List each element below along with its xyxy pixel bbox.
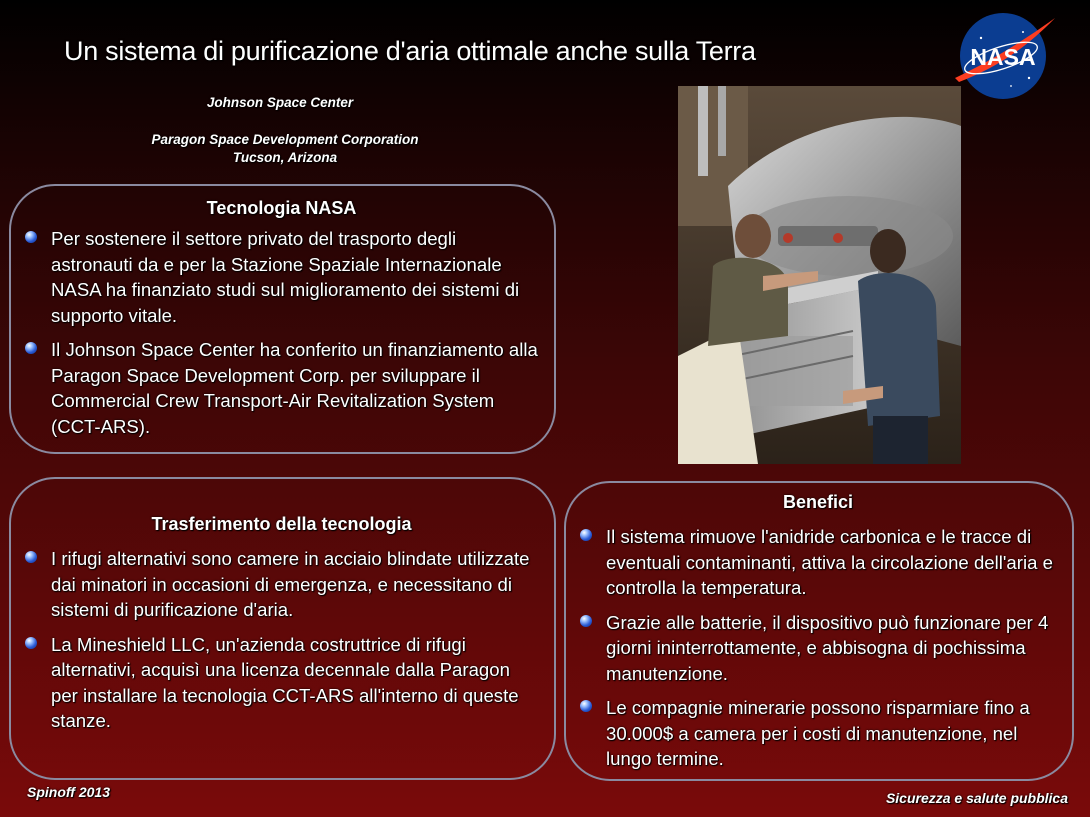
bullet-icon (580, 700, 592, 712)
panel-heading: Benefici (782, 492, 854, 512)
credit-line-1: Johnson Space Center (206, 95, 354, 110)
panel-technology-transfer (9, 477, 556, 780)
list-item: La Mineshield LLC, un'azienda costruttrice di rifugi alternativi, acquisì una licenza decennale dalla Paragon per installare la tecnologia CCT-ARS all'interno di queste stanze. (25, 632, 538, 734)
credit-line-2: Paragon Space Development Corporation (151, 132, 419, 147)
list-item: Grazie alle batterie, il dispositivo può funzionare per 4 giorni ininterrottamente, e abbisogna di pochissima manutenzione. (580, 610, 1056, 687)
bullet-icon (25, 637, 37, 649)
list-item: Il sistema rimuove l'anidride carbonica e le tracce di eventuali contaminanti, attiva la circolazione dell'aria e controlla la temperatura. (580, 524, 1056, 601)
lab-photo (678, 86, 961, 464)
list-item: Per sostenere il settore privato del trasporto degli astronauti da e per la Stazione Spaziale Internazionale NASA ha finanziato studi sul miglioramento dei sistemi di supporto vitale. (25, 226, 538, 328)
bullet-icon (25, 342, 37, 354)
list-item: I rifugi alternativi sono camere in acciaio blindate utilizzate dai minatori in occasioni di emergenza, e necessitano di sistemi di purificazione d'aria. (25, 546, 538, 623)
panel-nasa-technology (9, 184, 556, 454)
logo-text: NASA (970, 44, 1036, 70)
bullet-icon (580, 615, 592, 627)
footer-spinoff-label: Spinoff 2013 (27, 784, 110, 800)
list-item: Le compagnie minerarie possono risparmiare fino a 30.000$ a camera per i costi di manutenzione, nel lungo termine. (580, 695, 1056, 772)
bullet-icon (25, 231, 37, 243)
footer-category-label: Sicurezza e salute pubblica (885, 790, 1068, 806)
slide-title: Un sistema di purificazione d'aria ottimale anche sulla Terra (64, 36, 756, 66)
panel-benefits (564, 481, 1074, 781)
list-item: Il Johnson Space Center ha conferito un finanziamento alla Paragon Space Development Corp. per sviluppare il Commercial Crew Transport-Air Revitalization System (CCT-ARS). (25, 337, 538, 439)
credit-line-3: Tucson, Arizona (232, 150, 338, 165)
panel-heading: Tecnologia NASA (206, 198, 357, 218)
credit-company (120, 131, 450, 167)
bullet-icon (25, 551, 37, 563)
credit-center (200, 94, 360, 112)
bullet-icon (580, 529, 592, 541)
nasa-logo (951, 8, 1055, 102)
panel-heading: Trasferimento della tecnologia (151, 514, 412, 534)
